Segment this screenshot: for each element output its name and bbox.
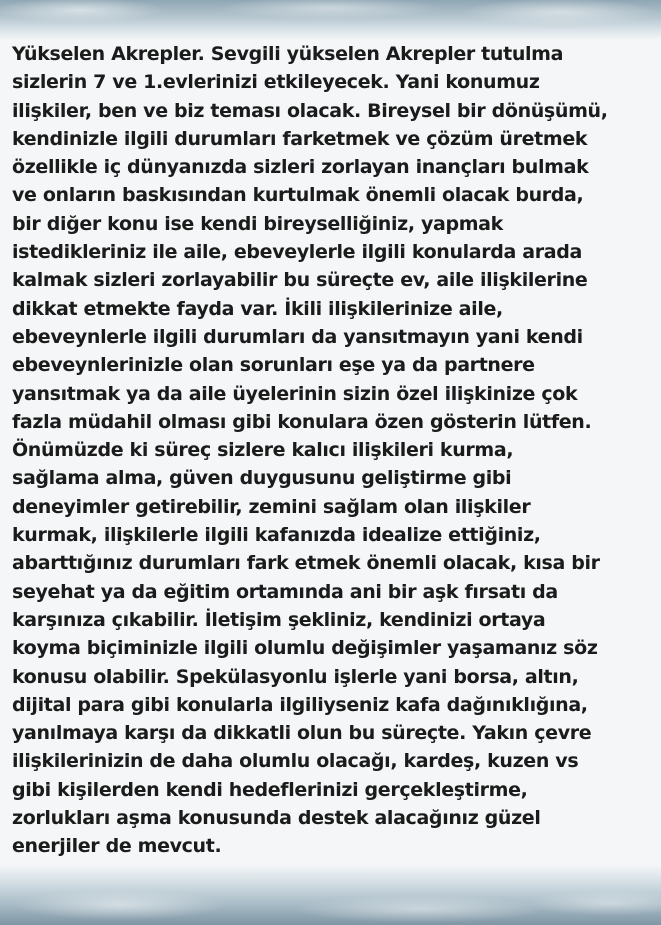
sky-footer-background bbox=[0, 865, 661, 925]
text-line: Önümüzde ki süreç sizlere kalıcı ilişkileri kurma, bbox=[12, 439, 514, 462]
text-line: zorlukları aşma konusunda destek alacağınız güzel bbox=[12, 807, 541, 830]
text-line: ebeveynlerle ilgili durumları da yansıtmayın yani kendi bbox=[12, 325, 583, 348]
text-line: ilişkiler, ben ve biz teması olacak. Bireysel bir dönüşümü, bbox=[12, 99, 608, 122]
text-line: kurmak, ilişkilerle ilgili kafanızda idealize ettiğiniz, bbox=[12, 524, 541, 547]
text-line: karşınıza çıkabilir. İletişim şekliniz, kendinizi ortaya bbox=[12, 608, 546, 631]
text-line: seyehat ya da eğitim ortamında ani bir aşk fırsatı da bbox=[12, 580, 558, 603]
text-line: fazla müdahil olması gibi konulara özen gösterin lütfen. bbox=[12, 410, 592, 433]
text-line: dikkat etmekte fayda var. İkili ilişkilerinize aile, bbox=[12, 297, 503, 320]
text-line: deneyimler getirebilir, zemini sağlam olan ilişkiler bbox=[12, 495, 531, 518]
text-line: sağlama alma, güven duygusunu geliştirme gibi bbox=[12, 467, 512, 490]
text-line: kendinizle ilgili durumları farketmek ve çözüm üretmek bbox=[12, 127, 588, 150]
text-line: istedikleriniz ile aile, ebeveylerle ilgili konularda arada bbox=[12, 241, 582, 264]
horoscope-text-block bbox=[12, 40, 657, 861]
text-line: abarttığınız durumları fark etmek önemli olacak, kısa bir bbox=[12, 552, 600, 575]
text-line: ve onların baskısından kurtulmak önemli olacak burda, bbox=[12, 184, 584, 207]
text-line: Yükselen Akrepler. Sevgili yükselen Akrepler tutulma bbox=[12, 43, 564, 65]
sky-header-background bbox=[0, 0, 661, 40]
text-line: ilişkilerinizin de daha olumlu olacağı, kardeş, kuzen vs bbox=[12, 750, 579, 773]
text-line: gibi kişilerden kendi hedeflerinizi gerçekleştirme, bbox=[12, 778, 528, 801]
text-line: ebeveynlerinizle olan sorunları eşe ya da partnere bbox=[12, 354, 535, 377]
text-line: sizlerin 7 ve 1.evlerinizi etkileyecek. Yani konumuz bbox=[12, 71, 540, 94]
text-line: koyma biçiminizle ilgili olumlu değişimler yaşamanız söz bbox=[12, 637, 598, 660]
text-line: bir diğer konu ise kendi bireyselliğiniz, yapmak bbox=[12, 212, 503, 235]
text-line: kalmak sizleri zorlayabilir bu süreçte ev, aile ilişkilerine bbox=[12, 269, 588, 292]
text-line: konusu olabilir. Spekülasyonlu işlerle yani borsa, altın, bbox=[12, 665, 579, 688]
text-line: yansıtmak ya da aile üyelerinin sizin özel ilişkinize çok bbox=[12, 382, 578, 405]
text-line: özellikle iç dünyanızda sizleri zorlayan inançları bulmak bbox=[12, 156, 589, 179]
text-line: dijital para gibi konularla ilgiliyseniz kafa dağınıklığına, bbox=[12, 693, 588, 716]
text-line: yanılmaya karşı da dikkatli olun bu süreçte. Yakın çevre bbox=[12, 722, 592, 745]
text-line: enerjiler de mevcut. bbox=[12, 835, 222, 858]
